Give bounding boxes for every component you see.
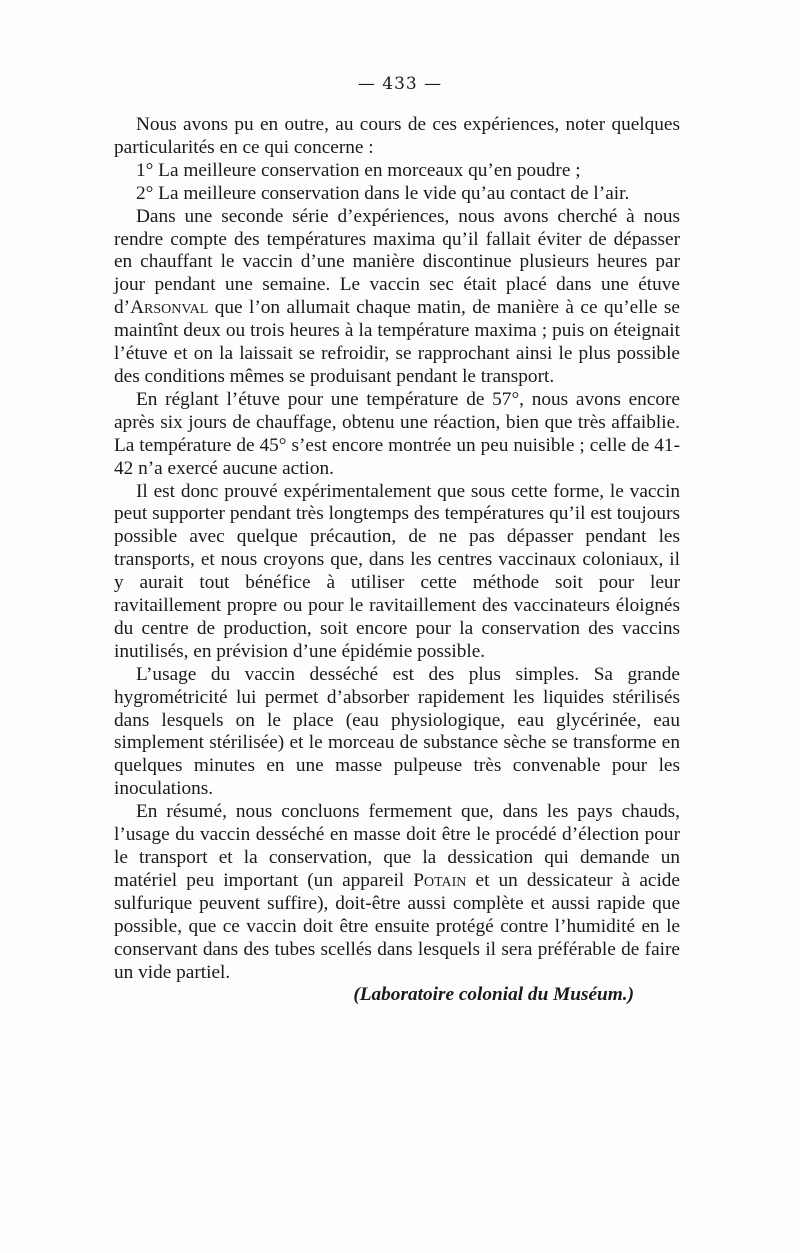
paragraph-proof: Il est donc prouvé expérimentalement que sous cette forme, le vaccin peut supporter pendant très longtemps des températures qu’il est toujours possible avec quelque précaution, de ne pas dépasser pendant les transports, et nous croyons que, dans les centres vaccinaux coloniaux, il y aurait tout bénéfice à utiliser cette méthode soit pour leur ravitaillement propre ou pour le ravitaillement des vaccinateurs éloignés du centre de production, soit encore pour la conservation des vaccins inutilisés, en prévision d’une épidémie possible. [114,480,680,662]
body-text [114,114,680,1007]
proper-name-potain: Potain [413,869,467,891]
list-item-2: 2° La meilleure conservation dans le vide qu’au contact de l’air. [136,182,630,204]
paragraph-text: et un dessicateur à acide sulfurique peuvent suffire), doit-être aussi complète et aussi rapide que possible, que ce vaccin doit être ensuite protégé contre l’humidité en le conservant dans des tubes scellés dans lesquels il sera préférable de faire un vide partiel. [114,869,680,983]
paragraph-results: En réglant l’étuve pour une température de 57°, nous avons encore après six jours de chauffage, obtenu une réaction, bien que très affaiblie. La température de 45° s’est encore montrée un peu nuisible ; celle de 41-42 n’a exercé aucune action. [114,388,680,479]
paragraph-temperature-series [114,206,680,389]
paragraph-text: Dans une seconde série d’expériences, nous avons cherché à nous rendre compte des températures maxima qu’il fallait éviter de dépasser en chauffant le vaccin d’une manière discontinue plusieurs heures par jour pendant une semaine. Le vaccin sec était placé dans une étuve d’ [114,205,680,319]
paragraph-text: En résumé, nous concluons fermement que, dans les pays chauds, l’usage du vaccin desséché en masse doit être le procédé d’élection pour le transport et la conservation, que la dessication qui demande un matériel peu important (un appareil [114,801,680,891]
paragraph-conclusion [114,801,680,984]
paragraph-text: que l’on allumait chaque matin, de manière à ce qu’elle se maintînt deux ou trois heures à la température maxima ; puis on éteignait l’étuve et on la laissait se refroidir, se rapprochant ainsi le plus possible des conditions mêmes se produisant pendant le transport. [114,297,680,387]
paragraph-usage: L’usage du vaccin desséché est des plus simples. Sa grande hygrométricité lui permet d’absorber rapidement les liquides stérilisés dans lesquels on le place (eau physiologique, eau glycérinée, eau simplement stérilisée) et le morceau de substance sèche se transforme en quelques minutes en une masse pulpeuse très convenable pour les inoculations. [114,663,680,800]
proper-name-arsonval: Arsonval [130,297,209,319]
signature-laboratory: (Laboratoire colonial du Muséum.) [353,984,634,1006]
list-item-1: 1° La meilleure conservation en morceaux qu’en poudre ; [136,159,581,181]
paragraph-intro: Nous avons pu en outre, au cours de ces expériences, noter quelques particularités en ce qui concerne : [114,114,680,158]
page-number: — 433 — [357,74,443,94]
